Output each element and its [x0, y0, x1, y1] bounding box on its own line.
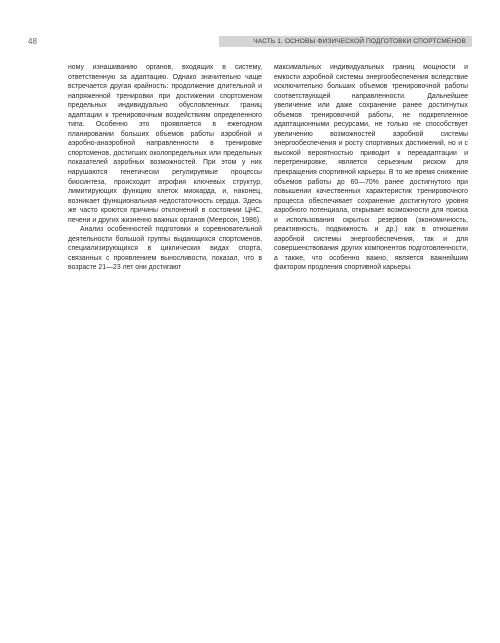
- paragraph: максимальных индивидуальных границ мощности и емкости аэробной системы энергообеспечения вследствие исключительно больших объемов тренировочной работы соответствующей направленности. Дальнейшее увеличение или даже сохранение ранее достигнутых объемов тренировочной работы, не подкрепленное адаптационными ресурсами, не только не способствует увеличению возможностей аэробной системы энергообеспечения и росту спортивных достижений, но и с высокой вероятностью приводит к переадаптации и перетренировке, является серьезным риском для прекращения спортивной карьеры. В то же время снижение объемов работы до 60—70% ранее достигнутого при повышении качественных характеристик тренировочного процесса обеспечивает сохранение достигнутого уровня аэробного потенциала, открывает возможности для поиска и использования скрытых резервов (экономичность, реактивность, подвижность и др.) как в отношении аэробной системы энергообеспечения, так и для совершенствования других компонентов подготовленности, а также, что особенно важно, является важнейшим фактором продления спортивной карьеры.: [274, 64, 468, 272]
- paragraph: ному изнашиванию органов, входящих в систему, ответственную за адаптацию. Однако значительно чаще встречается другая крайность: продолжение длительной и напряженной тренировки при достижении спортсменом предельных индивидуально обусловленных границ адаптации к тренировочным воздействиям определенного типа. Особенно это проявляется в ежегодном планировании больших объемов работы аэробной и аэробно-анаэробной направленности в тренировке спортсменов, достигших околопредельных или предельных показателей аэробных возможностей. При этом у них нарушаются генетически регулируемые процессы биосинтеза, происходит атрофия ключевых структур, лимитирующих функцию клеток миокарда, и, наконец, возникает функциональная недостаточность сердца. Здесь же часто кроются причины отклонений в состоянии ЦНС, печени и других жизненно важных органов (Меерсон, 1986).: [68, 64, 262, 224]
- text-columns: [68, 63, 468, 273]
- right-column: [274, 63, 468, 273]
- running-title: ЧАСТЬ 1. ОСНОВЫ ФИЗИЧЕСКОЙ ПОДГОТОВКИ СПОРТСМЕНОВ: [219, 36, 472, 47]
- paragraph: Анализ особенностей подготовки и соревновательной деятельности большой группы выдающихся спортсменов, специализирующихся в циклических видах спорта, связанных с проявлением выносливости, показал, что в возрасте 21—23 лет они достигают: [68, 226, 262, 272]
- page-header: [28, 36, 472, 50]
- left-column: [68, 63, 262, 273]
- page-number: 48: [28, 37, 37, 46]
